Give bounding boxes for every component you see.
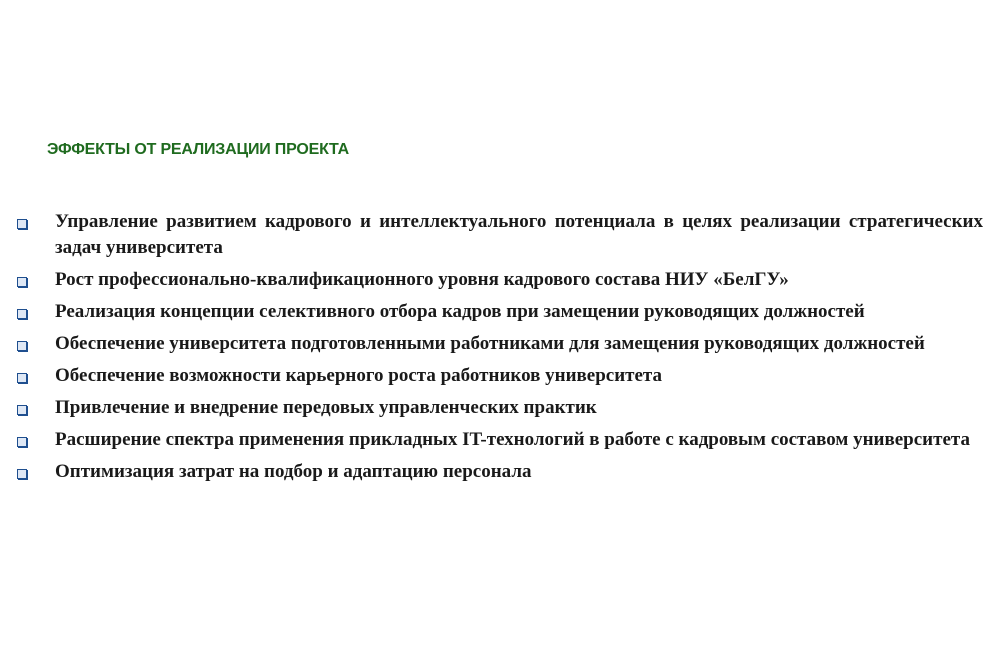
square-bullet-icon — [17, 469, 27, 479]
list-item-text: Управление развитием кадрового и интеллектуального потенциала в целях реализации стратегических задач университета — [55, 211, 983, 258]
list-item — [17, 331, 983, 357]
list-item-text: Привлечение и внедрение передовых управленческих практик — [55, 397, 597, 418]
list-item-text: Оптимизация затрат на подбор и адаптацию персонала — [55, 461, 532, 482]
list-item — [17, 267, 983, 293]
square-bullet-icon — [17, 437, 27, 447]
list-item — [17, 363, 983, 389]
square-bullet-icon — [17, 341, 27, 351]
list-item — [17, 299, 983, 325]
square-bullet-icon — [17, 309, 27, 319]
list-item-text: Обеспечение возможности карьерного роста работников университета — [55, 365, 662, 386]
square-bullet-icon — [17, 373, 27, 383]
list-item-text: Обеспечение университета подготовленными работниками для замещения руководящих должностей — [55, 333, 925, 354]
list-item — [17, 459, 983, 485]
list-item-text: Реализация концепции селективного отбора кадров при замещении руководящих должностей — [55, 301, 865, 322]
list-item-text: Расширение спектра применения прикладных IT-технологий в работе с кадровым составом университета — [55, 429, 970, 450]
square-bullet-icon — [17, 277, 27, 287]
effects-list — [17, 209, 983, 491]
list-item — [17, 395, 983, 421]
list-item — [17, 427, 983, 453]
slide-title: ЭФФЕКТЫ ОТ РЕАЛИЗАЦИИ ПРОЕКТА — [47, 141, 349, 158]
list-item-text: Рост профессионально-квалификационного уровня кадрового состава НИУ «БелГУ» — [55, 269, 789, 290]
list-item — [17, 209, 983, 261]
square-bullet-icon — [17, 405, 27, 415]
square-bullet-icon — [17, 219, 27, 229]
